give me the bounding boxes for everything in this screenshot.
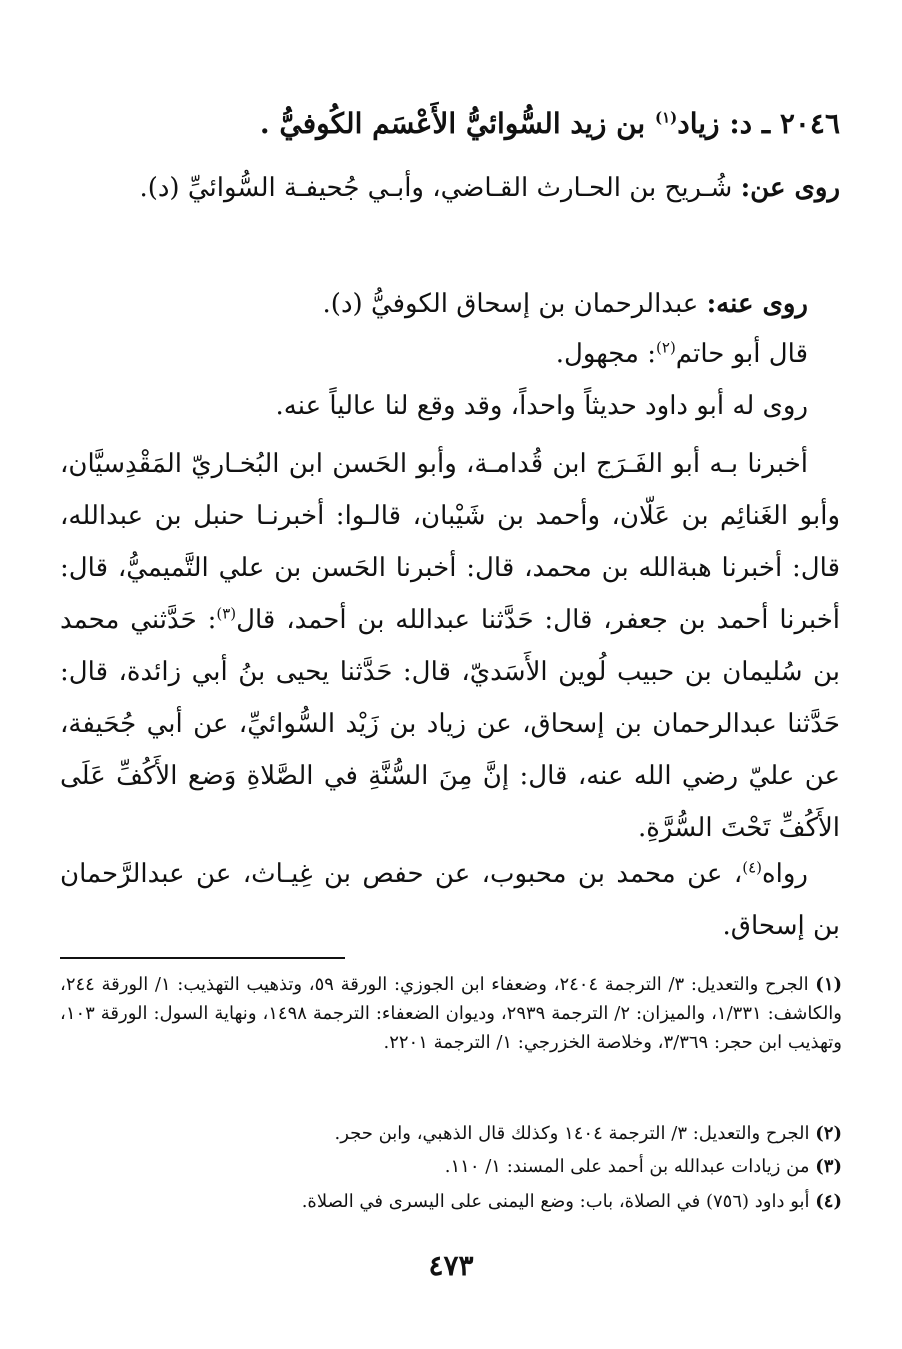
narrated-by-text: عبدالرحمان بن إسحاق الكوفيُّ (د). xyxy=(322,289,699,319)
footnote-4: (٤) أبو داود (٧٥٦) في الصلاة، باب: وضع اليمنى على اليسرى في الصلاة. xyxy=(301,1191,842,1212)
entry-name: زياد xyxy=(677,107,720,140)
entry-heading: ٢٠٤٦ ـ د: زياد$^{(١)}$ بن زيد السُّوائيُّ الأَعْسَم الكُوفيُّ . xyxy=(259,107,840,140)
footnote-ref-3: (٣) xyxy=(216,604,237,623)
entry-code: د xyxy=(739,107,753,140)
footnote-3: (٣) من زيادات عبدالله بن أحمد على المسند: ١/ ١١٠. xyxy=(444,1156,842,1177)
narrated-from xyxy=(60,162,840,214)
isnad-paragraph: أخبرنا بـه أبو الفَـرَج ابن قُدامـة، وأبو الحَسن ابن البُخـاريّ المَقْدِسيَّان، وأبو الغَنائِم بن عَلّان، وأحمد بن شَيْبان، قالـوا: أخبرنـا حنبل بن عبدالله، قال: أخبرنا هبةالله بن محمد، قال: أخبرنا الحَسن بن علي التَّميميُّ، قال: أخبرنا أحمد بن جعفر، قال: حَدَّثنا عبدالله بن أحمد، قال$^{(٣)}$: حَدَّثني محمد بن سُليمان بن حبيب لُوين الأَسَديّ، قال: حَدَّثنا يحيى بنُ أبي زائدة، قال: حَدَّثنا عبدالرحمان بن إسحاق، عن زياد بن زَيْد السُّوائيِّ، عن أبي جُحَيفة، عن عليّ رضي الله عنه، قال: إنَّ مِنَ السُّنَّةِ في الصَّلاةِ وَضع الأَكُفِّ عَلَى الأَكُفِّ تَحْتَ السُّرَّةِ. xyxy=(60,449,840,843)
footnote-ref-2: (٢) xyxy=(656,338,676,357)
entry-name-rest: بن زيد السُّوائيُّ الأَعْسَم الكُوفيُّ . xyxy=(259,107,646,140)
abu-hatim-statement: قال أبو حاتم$^{(٢)}$: مجهول. xyxy=(555,338,808,369)
footnote-1: (١) الجرح والتعديل: ٣/ الترجمة ٢٤٠٤، وضعفاء ابن الجوزي: الورقة ٥٩، وتذهيب التهذيب: ١/ الورقة ٢٤٤، والكاشف: ١/٣٣١، والميزان: ٢/ الترجمة ٢٩٣٩، وديوان الضعفاء: الترجمة ١٤٩٨، ونهاية السول: الورقة ١٠٣، وتهذيب ابن حجر: ٣/٣٦٩، وخلاصة الخزرجي: ١/ الترجمة ٢٢٠١. xyxy=(60,974,843,1053)
footnote-ref-4: (٤) xyxy=(742,858,763,877)
narrated-from-text: شُـريح بن الحـارث القـاضي، وأبـي جُحيفـة السُّوائيِّ (د). xyxy=(139,173,733,203)
footnote-2: (٢) الجرح والتعديل: ٣/ الترجمة ١٤٠٤ وكذلك قال الذهبي، وابن حجر. xyxy=(334,1123,842,1144)
abu-dawud-statement: روى له أبو داود حديثاً واحداً، وقد وقع لنا عالياً عنه. xyxy=(275,391,808,421)
entry-number: ٢٠٤٦ xyxy=(779,107,840,140)
footnote-ref-1: (١) xyxy=(654,108,678,127)
narrated-from-label: روى عن: xyxy=(740,173,840,203)
narrated-by-label: روى عنه: xyxy=(706,289,808,319)
entry-dash: ـ xyxy=(752,107,771,140)
footnote-separator xyxy=(60,957,345,959)
riwayah-paragraph: رواه$^{(٤)}$، عن محمد بن محبوب، عن حفص بن غِيـاث، عن عبدالرَّحمان بن إسحاق. xyxy=(60,858,840,941)
narrated-by xyxy=(60,278,808,330)
page-number: ٤٧٣ xyxy=(428,1249,474,1282)
